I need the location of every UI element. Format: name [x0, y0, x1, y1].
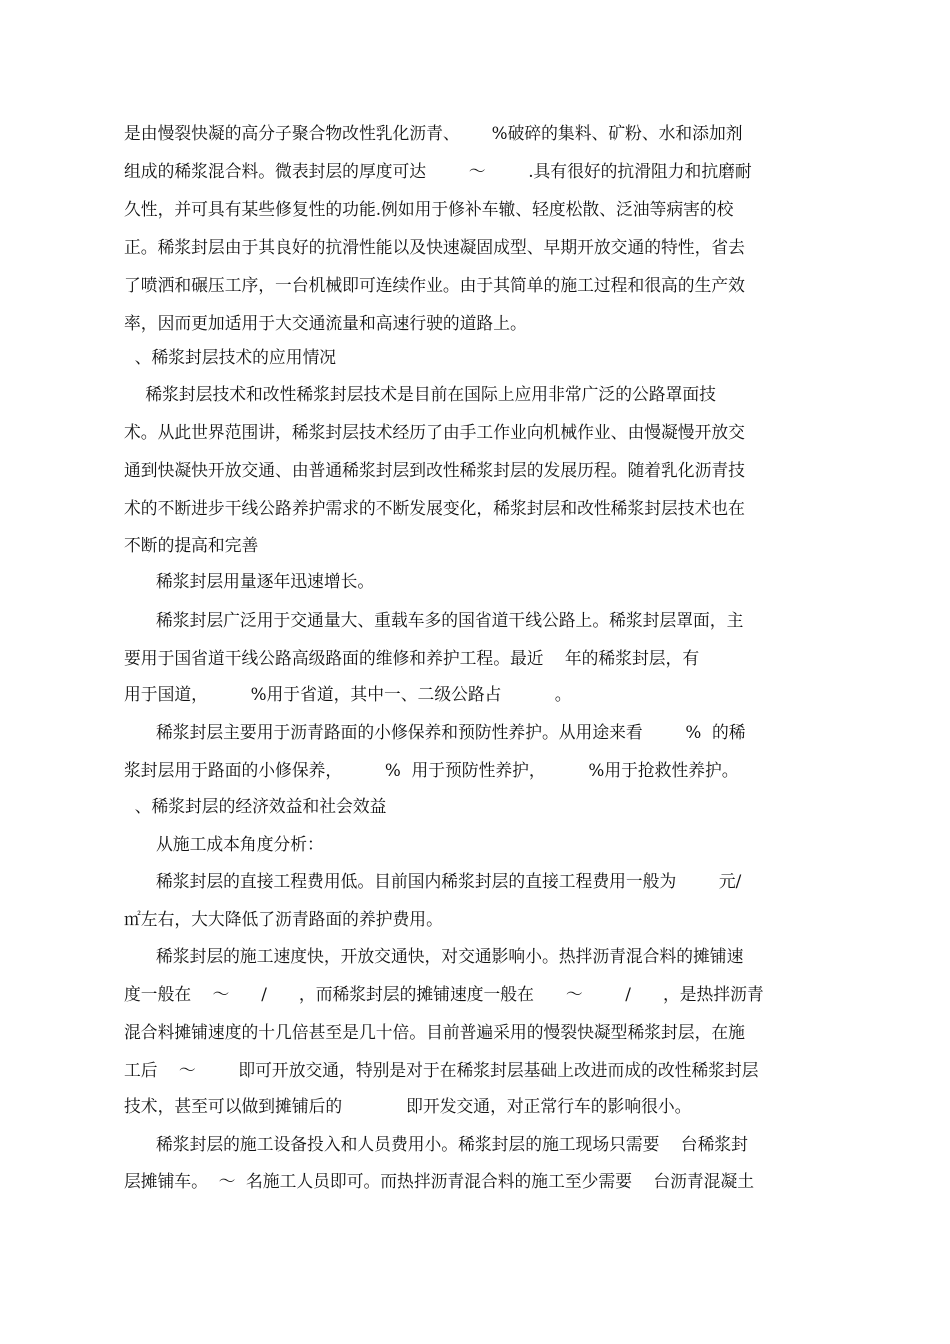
text-line: 从施工成本角度分析： — [124, 834, 324, 854]
text-line: 率，因而更加适用于大交通流量和高速行驶的道路上。 — [124, 313, 527, 333]
text-line: 通到快凝快开放交通、由普通稀浆封层到改性稀浆封层的发展历程。随着乳化沥青技 — [124, 460, 745, 480]
text-line: 稀浆封层用量逐年迅速增长。 — [124, 571, 375, 591]
section-heading: 、稀浆封层的经济效益和社会效益 — [124, 796, 387, 816]
text-line: 稀浆封层的直接工程费用低。目前国内稀浆封层的直接工程费用一般为 元/ — [124, 871, 742, 891]
section-heading: 、稀浆封层技术的应用情况 — [124, 347, 337, 367]
text-line: 混合料摊铺速度的十几倍甚至是几十倍。目前普遍采用的慢裂快凝型稀浆封层，在施 — [124, 1022, 745, 1042]
text-line: 稀浆封层的施工设备投入和人员费用小。稀浆封层的施工现场只需要 台稀浆封 — [124, 1134, 748, 1154]
text-line: 稀浆封层的施工速度快，开放交通快，对交通影响小。热拌沥青混合料的摊铺速 — [124, 946, 744, 966]
text-line: 度一般在 ～ / ，而稀浆封层的摊铺速度一般在 ～ / ，是热拌沥青 — [124, 984, 764, 1004]
text-line: 浆封层用于路面的小修保养， % 用于预防性养护， %用于抢救性养护。 — [124, 760, 739, 780]
text-line: 稀浆封层主要用于沥青路面的小修保养和预防性养护。从用途来看 % 的稀 — [124, 722, 746, 742]
text-line: 技术，甚至可以做到摊铺后的 即开发交通，对正常行车的影响很小。 — [124, 1096, 692, 1116]
text-line: ㎡左右，大大降低了沥青路面的养护费用。 — [124, 909, 443, 929]
text-line: 层摊铺车。 ～ 名施工人员即可。而热拌沥青混合料的施工至少需要 台沥青混凝土 — [124, 1171, 755, 1191]
text-line: 用于国道， %用于省道，其中一、二级公路占 。 — [124, 684, 572, 704]
text-line: 正。稀浆封层由于其良好的抗滑性能以及快速凝固成型、早期开放交通的特性，省去 — [124, 237, 745, 257]
text-line: 久性，并可具有某些修复性的功能.例如用于修补车辙、轻度松散、泛油等病害的校 — [124, 199, 734, 219]
text-line: 术的不断进步干线公路养护需求的不断发展变化，稀浆封层和改性稀浆封层技术也在 — [124, 498, 745, 518]
text-line: 不断的提高和完善 — [124, 535, 259, 555]
text-line: 组成的稀浆混合料。微表封层的厚度可达 ～ .具有很好的抗滑阻力和抗磨耐 — [124, 161, 752, 181]
text-line: 了喷洒和碾压工序，一台机械即可连续作业。由于其简单的施工过程和很高的生产效 — [124, 275, 745, 295]
text-line: 术。从此世界范围讲，稀浆封层技术经历了由手工作业向机械作业、由慢凝慢开放交 — [124, 422, 745, 442]
text-line: 是由慢裂快凝的高分子聚合物改性乳化沥青、 %破碎的集料、矿粉、水和添加剂 — [124, 123, 743, 143]
text-line: 要用于国省道干线公路高级路面的维修和养护工程。最近 年的稀浆封层，有 — [124, 648, 700, 668]
text-line: 稀浆封层技术和改性稀浆封层技术是目前在国际上应用非常广泛的公路罩面技 — [124, 384, 716, 404]
text-line: 工后 ～ 即可开放交通，特别是对于在稀浆封层基础上改进而成的改性稀浆封层 — [124, 1060, 759, 1080]
text-line: 稀浆封层广泛用于交通量大、重载车多的国省道干线公路上。稀浆封层罩面，主 — [124, 610, 744, 630]
